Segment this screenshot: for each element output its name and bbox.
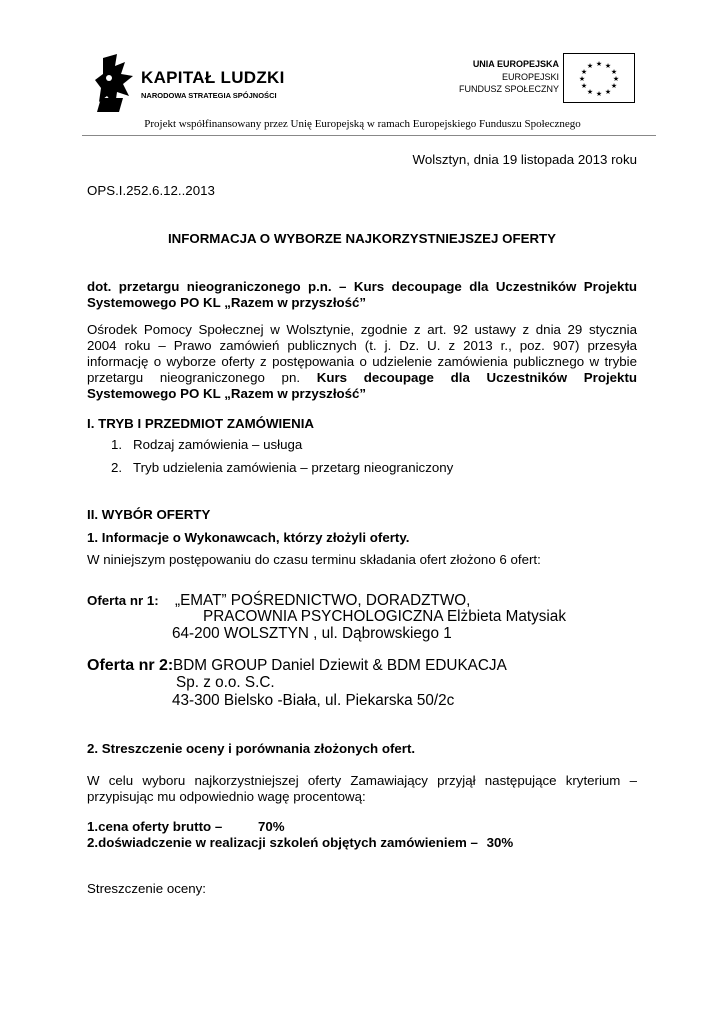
offer-2-line-3: 43-300 Bielsko -Biała, ul. Piekarska 50/2c — [172, 692, 455, 709]
subsection-1-title: 1. Informacje o Wykonawcach, którzy złożyli oferty. — [87, 530, 410, 545]
eu-fund-text — [459, 58, 559, 96]
intro-line-2: 2004 roku – Prawo zamówień publicznych (t. j. Dz. U. z 2013 r., poz. 907) przesyła — [87, 338, 637, 353]
kapital-ludzki-subtitle: NARODOWA STRATEGIA SPÓJNOŚCI — [141, 91, 277, 100]
subject-line-2: Systemowego PO KL „Razem w przyszłość” — [87, 295, 367, 310]
svg-text:★: ★ — [578, 75, 586, 83]
svg-text:★: ★ — [604, 88, 612, 96]
svg-text:★: ★ — [595, 90, 603, 98]
eu-title: UNIA EUROPEJSKA — [472, 59, 559, 69]
offer-1-line-3: 64-200 WOLSZTYN , ul. Dąbrowskiego 1 — [172, 625, 452, 642]
section-1-item — [111, 460, 661, 476]
offer-1-line-2: PRACOWNIA PSYCHOLOGICZNA Elżbieta Matysiak — [203, 608, 566, 625]
intro-line-4-bold: Kurs decoupage dla Uczestników Projektu — [316, 370, 637, 385]
offer-2-label: Oferta nr 2: — [87, 657, 174, 674]
criterion-2-label: 2.doświadczenie w realizacji szkoleń objętych zamówieniem – — [87, 835, 478, 850]
subsection-2-line-2: przypisując mu odpowiednio wagę procentową: — [87, 789, 366, 804]
summary-label: Streszczenie oceny: — [87, 881, 206, 896]
item-text: Tryb udzielenia zamówienia – przetarg nieograniczony — [133, 460, 454, 475]
place-date: Wolsztyn, dnia 19 listopada 2013 roku — [412, 152, 637, 167]
criterion-2-value: 30% — [486, 835, 514, 850]
svg-text:★: ★ — [586, 62, 594, 70]
offer-1 — [87, 592, 637, 610]
item-text: Rodzaj zamówienia – usługa — [133, 437, 303, 452]
kapital-ludzki-title: KAPITAŁ LUDZKI — [141, 68, 285, 87]
criterion-1-value: 70% — [258, 819, 285, 834]
kapital-ludzki-emblem-icon — [95, 52, 139, 114]
criterion-2 — [87, 835, 637, 851]
svg-text:★: ★ — [580, 68, 588, 76]
svg-text:★: ★ — [580, 82, 588, 90]
eu-line-2: EUROPEJSKI — [501, 71, 559, 82]
kapital-ludzki-logo — [95, 52, 295, 114]
offer-2-line-1: BDM GROUP Daniel Dziewit & BDM EDUKACJA — [173, 657, 507, 674]
svg-text:★: ★ — [586, 88, 594, 96]
subsection-1-text: W niniejszym postępowaniu do czasu terminu składania ofert złożono 6 ofert: — [87, 552, 541, 567]
intro-line-1: Ośrodek Pomocy Społecznej w Wolsztynie, zgodnie z art. 92 ustawy z dnia 29 stycznia — [87, 322, 637, 337]
offer-1-line-1: „EMAT” POŚREDNICTWO, DORADZTWO, — [175, 592, 471, 609]
svg-text:★: ★ — [604, 62, 612, 70]
svg-text:★: ★ — [595, 60, 603, 68]
item-number: 2. — [111, 460, 123, 475]
reference-number: OPS.I.252.6.12..2013 — [87, 183, 215, 198]
eu-flag-icon — [563, 53, 635, 103]
section-2-title: II. WYBÓR OFERTY — [87, 507, 211, 522]
item-number: 1. — [111, 437, 123, 452]
section-1-item — [111, 437, 661, 453]
intro-line-5: Systemowego PO KL „Razem w przyszłość” — [87, 386, 367, 401]
subsection-2-title: 2. Streszczenie oceny i porównania złożonych ofert. — [87, 741, 416, 756]
svg-text:★: ★ — [612, 75, 620, 83]
project-cofinancing-line: Projekt współfinansowany przez Unię Europejską w ramach Europejskiego Funduszu Społecznego — [144, 118, 581, 130]
document-title: INFORMACJA O WYBORZE NAJKORZYSTNIEJSZEJ OFERTY — [167, 231, 557, 246]
section-1-title: I. TRYB I PRZEDMIOT ZAMÓWIENIA — [87, 416, 315, 431]
criterion-1-label: 1.cena oferty brutto – — [87, 819, 223, 834]
offer-1-label: Oferta nr 1: — [87, 593, 159, 608]
header-divider — [82, 135, 656, 136]
subsection-2-line-1: W celu wyboru najkorzystniejszej oferty Zamawiający przyjął następujące kryterium – — [87, 773, 637, 788]
intro-line-4 — [87, 370, 637, 386]
offer-2-line-2: Sp. z o.o. S.C. — [176, 674, 275, 691]
offer-2 — [87, 657, 637, 675]
eu-line-3: FUNDUSZ SPOŁECZNY — [458, 84, 559, 94]
svg-text:★: ★ — [610, 68, 618, 76]
intro-line-3: informację o wyborze oferty z postępowania o udzielenie zamówienia publicznego w trybie — [87, 354, 637, 369]
criterion-1 — [87, 819, 637, 835]
subject-line-1: dot. przetargu nieograniczonego p.n. – Kurs decoupage dla Uczestników Projektu — [87, 279, 637, 294]
intro-line-4-start: przetargu nieograniczonego pn. — [87, 370, 317, 385]
svg-text:★: ★ — [610, 82, 618, 90]
